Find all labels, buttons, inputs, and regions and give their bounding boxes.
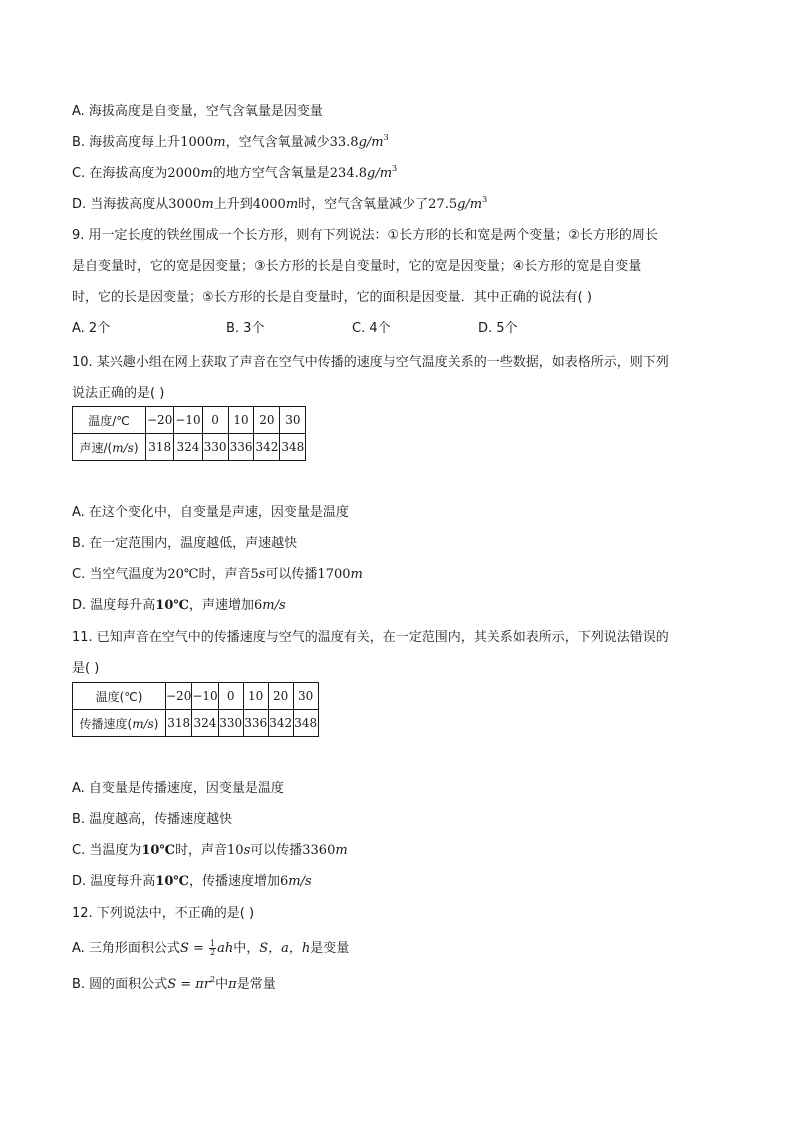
table-cell: 318 [166, 710, 192, 737]
table-cell: 348 [280, 434, 306, 461]
table-header-cell: 温度(℃) [73, 683, 166, 710]
q8-option-b: B. 海拔高度每上升1000m，空气含氧量减少$33.8g/m^3$ [72, 133, 389, 150]
table-cell: 324 [192, 710, 218, 737]
q11-data-table [72, 682, 319, 737]
table-cell: −20 [146, 407, 174, 434]
q11-stem-line-1: 11. 已知声音在空气中的传播速度与空气的温度有关，在一定范围内，其关系如表所示，下列说法错误的 [72, 630, 669, 645]
table-header-cell: 传播速度(m/s) [73, 710, 166, 737]
table-cell: 330 [202, 434, 228, 461]
table-cell: 30 [293, 683, 318, 710]
q10-data-table [72, 406, 306, 461]
table-row [73, 407, 306, 434]
table-cell: 330 [218, 710, 243, 737]
q9-stem-line-3: 时，它的长是因变量；⑤长方形的长是自变量时，它的面积是因变量．其中正确的说法有( ) [72, 290, 592, 305]
q11-option-b: B. 温度越高，传播速度越快 [72, 812, 233, 827]
table-cell: 342 [254, 434, 280, 461]
q12-option-a: A. 三角形面积公式S = $\frac{1}{2}$ ah中，S，a，h是变量 [72, 939, 350, 957]
q11-option-d: D. 温度每升高10℃，传播速度增加6m/s [72, 874, 312, 889]
q10-option-b: B. 在一定范围内，温度越低，声速越快 [72, 536, 298, 551]
q12-option-b: B. 圆的面积公式$S = \pi r^2$中π是常量 [72, 975, 276, 992]
table-cell: 20 [254, 407, 280, 434]
q9-stem-line-1: 9. 用一定长度的铁丝围成一个长方形，则有下列说法：①长方形的长和宽是两个变量；②长方形的周长 [72, 228, 658, 243]
q10-stem-line-2: 说法正确的是( ) [72, 386, 165, 401]
q9-option-a: A. 2个 [72, 321, 111, 336]
q11-stem-line-2: 是( ) [72, 661, 100, 676]
q10-option-a: A. 在这个变化中，自变量是声速，因变量是温度 [72, 505, 349, 520]
q9-option-c: C. 4个 [352, 321, 391, 336]
table-cell: 336 [243, 710, 268, 737]
table-row [73, 434, 306, 461]
table-cell: 342 [268, 710, 293, 737]
q12-stem: 12. 下列说法中，不正确的是( ) [72, 906, 255, 921]
fraction-one-half: $\frac{1}{2}$ [210, 939, 216, 957]
table-cell: 10 [228, 407, 254, 434]
table-cell: 324 [174, 434, 202, 461]
table-cell: −10 [192, 683, 218, 710]
table-header-cell: 声速/(m/s) [73, 434, 146, 461]
q8-option-d: D. 当海拔高度从3000m上升到4000m时，空气含氧量减少了$27.5g/m^3$ [72, 195, 488, 212]
q10-option-d: D. 温度每升高10℃，声速增加6m/s [72, 598, 286, 613]
table-cell: 20 [268, 683, 293, 710]
q10-option-c: C. 当空气温度为20℃时，声音5s可以传播1700m [72, 567, 363, 582]
table-cell: 348 [293, 710, 318, 737]
table-cell: 0 [218, 683, 243, 710]
q8-option-a: A. 海拔高度是自变量，空气含氧量是因变量 [72, 104, 323, 119]
table-row [73, 710, 319, 737]
table-header-cell: 温度/℃ [73, 407, 146, 434]
table-cell: −10 [174, 407, 202, 434]
table-cell: −20 [166, 683, 192, 710]
q11-option-a: A. 自变量是传播速度，因变量是温度 [72, 781, 284, 796]
q8-option-c: C. 在海拔高度为2000m的地方空气含氧量是$234.8g/m^3$ [72, 164, 398, 181]
q9-option-d: D. 5个 [478, 321, 518, 336]
q10-stem-line-1: 10. 某兴趣小组在网上获取了声音在空气中传播的速度与空气温度关系的一些数据，如表格所示，则下列 [72, 355, 669, 370]
q9-option-b: B. 3个 [226, 321, 265, 336]
table-row [73, 683, 319, 710]
table-cell: 336 [228, 434, 254, 461]
table-cell: 0 [202, 407, 228, 434]
q11-option-c: C. 当温度为10℃时，声音10s可以传播3360m [72, 843, 348, 858]
table-cell: 10 [243, 683, 268, 710]
table-cell: 30 [280, 407, 306, 434]
q9-stem-line-2: 是自变量时，它的宽是因变量；③长方形的长是自变量时，它的宽是因变量；④长方形的宽是自变量 [72, 259, 642, 274]
table-cell: 318 [146, 434, 174, 461]
